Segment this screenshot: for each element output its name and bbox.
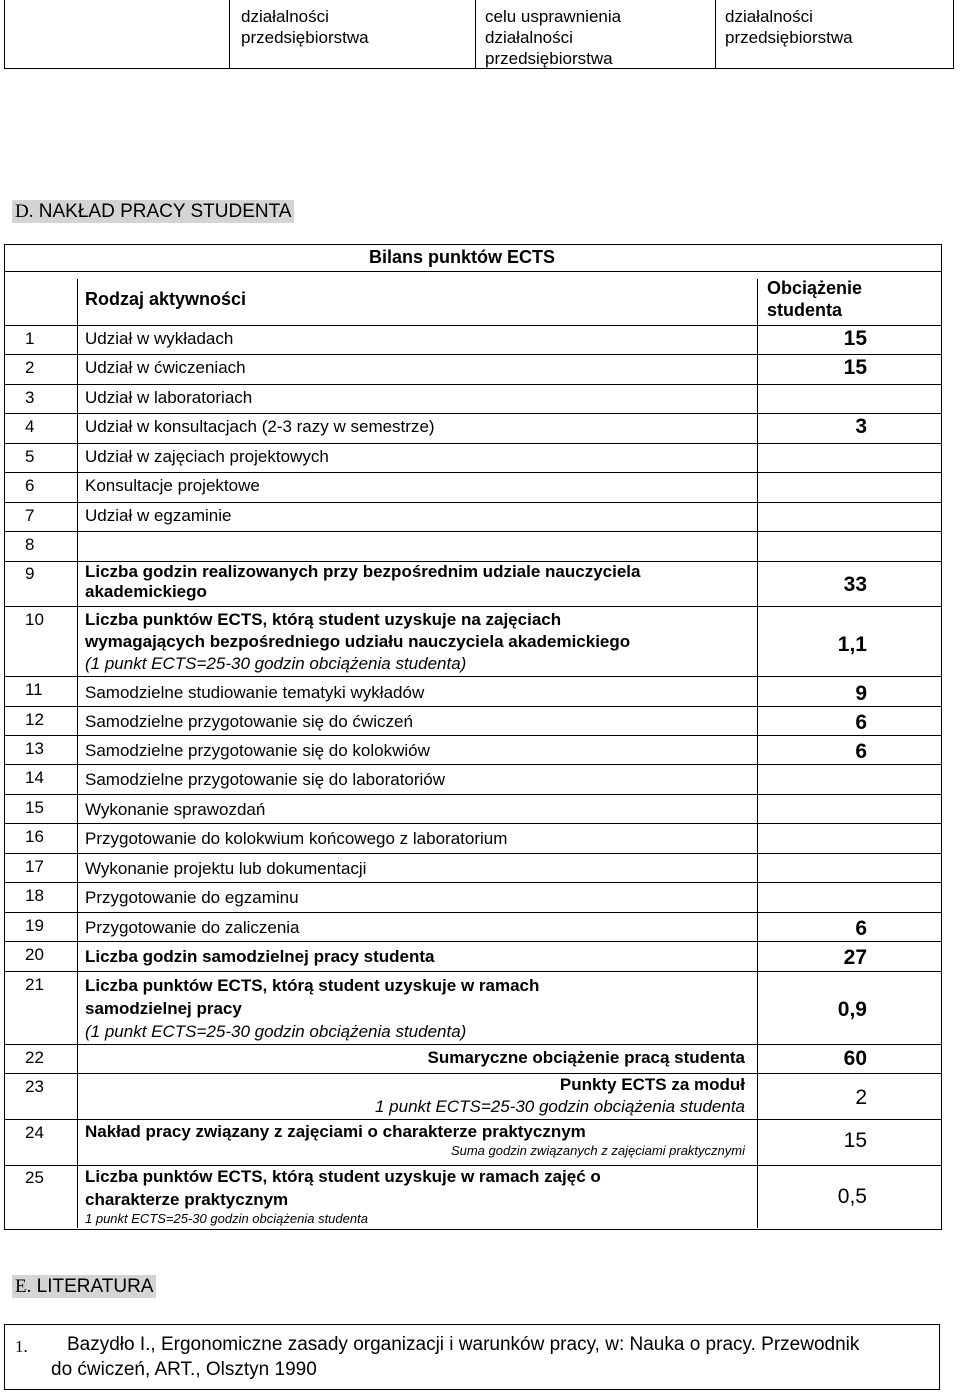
row-label: Udział w laboratoriach — [85, 388, 253, 407]
row-label — [85, 974, 539, 1043]
row-divider — [5, 912, 941, 913]
row-number: 4 — [25, 417, 35, 436]
column-header-load-line2: studenta — [767, 300, 843, 320]
row-label-note: 1 punkt ECTS=25-30 godzin obciążenia studenta — [375, 1097, 745, 1116]
row-divider — [5, 271, 941, 272]
row-label: Udział w wykładach — [85, 329, 234, 348]
row-label-line: Liczba punktów ECTS, którą student uzyskuje w ramach — [85, 976, 540, 995]
column-divider — [229, 0, 230, 68]
row-number: 18 — [25, 886, 44, 905]
row-number: 8 — [25, 535, 35, 554]
row-number: 23 — [25, 1077, 44, 1096]
row-number: 15 — [25, 798, 44, 817]
row-number: 12 — [25, 710, 44, 729]
row-divider — [5, 676, 941, 677]
row-label: Samodzielne przygotowanie się do laboratoriów — [85, 770, 446, 789]
row-number: 3 — [25, 388, 35, 407]
row-divider — [5, 882, 941, 883]
column-header-activity: Rodzaj aktywności — [85, 289, 247, 309]
row-label: Udział w ćwiczeniach — [85, 358, 246, 377]
row-label — [85, 1165, 601, 1211]
row-number: 24 — [25, 1123, 44, 1142]
row-label: Przygotowanie do kolokwium końcowego z laboratorium — [85, 829, 508, 848]
row-divider — [5, 971, 941, 972]
row-divider — [5, 941, 941, 942]
row-divider — [5, 823, 941, 824]
row-label: Nakład pracy związany z zajęciami o charakterze praktycznym — [85, 1122, 586, 1141]
row-number: 2 — [25, 358, 35, 377]
row-divider — [5, 325, 941, 326]
row-divider — [5, 1119, 941, 1120]
literature-item-line1: Bazydło I., Ergonomiczne zasady organizacji i warunków pracy, w: Nauka o pracy. Przewodnik — [67, 1334, 860, 1355]
row-number: 19 — [25, 916, 44, 935]
row-value: 2 — [855, 1086, 867, 1109]
row-label-note: Suma godzin związanych z zajęciami praktycznymi — [450, 1143, 745, 1158]
row-label: Wykonanie sprawozdań — [85, 800, 266, 819]
row-label: Przygotowanie do egzaminu — [85, 888, 299, 907]
row-value: 0,5 — [837, 1185, 867, 1208]
row-label-line: Liczba godzin realizowanych przy bezpośrednim udziale nauczyciela — [85, 562, 641, 581]
section-e-title: LITERATURA — [36, 1276, 154, 1297]
row-value: 6 — [855, 917, 867, 940]
ects-balance-table — [4, 244, 942, 1230]
row-number: 14 — [25, 768, 44, 787]
row-value: 6 — [855, 740, 867, 763]
fragment-cell-2: celu usprawnienia działalności przedsiębiorstwa — [485, 7, 622, 68]
table-caption: Bilans punktów ECTS — [369, 247, 556, 267]
row-divider — [5, 354, 941, 355]
row-label-line: samodzielnej pracy — [85, 999, 242, 1018]
fragment-cell-1: działalności przedsiębiorstwa — [241, 7, 369, 47]
row-number: 11 — [25, 680, 43, 699]
row-divider — [5, 531, 941, 532]
row-number: 13 — [25, 739, 44, 758]
row-number: 16 — [25, 827, 44, 846]
row-value: 0,9 — [837, 998, 867, 1021]
column-header-load-line1: Obciążenie — [767, 278, 863, 298]
row-label — [375, 1074, 745, 1118]
row-number: 25 — [25, 1168, 44, 1187]
row-divider — [5, 1044, 941, 1045]
row-number: 1 — [25, 329, 35, 348]
row-number: 6 — [25, 476, 35, 495]
row-label: Udział w egzaminie — [85, 506, 232, 525]
row-label: Udział w konsultacjach (2-3 razy w semestrze) — [85, 417, 435, 436]
column-header-load — [767, 277, 862, 321]
row-label: Liczba godzin samodzielnej pracy studenta — [85, 947, 435, 966]
row-value: 15 — [843, 356, 867, 379]
row-number: 20 — [25, 945, 44, 964]
literature-item-number: 1. — [15, 1337, 28, 1356]
row-label: Udział w zajęciach projektowych — [85, 447, 329, 466]
row-label-line: Punkty ECTS za moduł — [559, 1075, 745, 1094]
row-divider — [5, 472, 941, 473]
row-value: 3 — [855, 415, 867, 438]
row-label — [85, 609, 630, 675]
row-divider — [5, 706, 941, 707]
section-d-letter: D. — [15, 201, 34, 222]
row-divider — [5, 735, 941, 736]
row-divider — [5, 384, 941, 385]
row-divider — [5, 853, 941, 854]
row-number: 17 — [25, 857, 44, 876]
row-label-line: Liczba punktów ECTS, którą student uzyskuje w ramach zajęć o — [85, 1167, 601, 1186]
fragment-cell-3: działalności przedsiębiorstwa — [725, 7, 853, 47]
row-value: 33 — [843, 573, 867, 596]
row-label-note: 1 punkt ECTS=25-30 godzin obciążenia studenta — [85, 1211, 368, 1226]
row-divider — [5, 606, 941, 607]
row-number: 10 — [25, 610, 44, 629]
row-label: Konsultacje projektowe — [85, 476, 260, 495]
row-divider — [5, 443, 941, 444]
row-value: 6 — [855, 711, 867, 734]
row-label-line: charakterze praktycznym — [85, 1190, 289, 1209]
row-label-line: wymagających bezpośredniego udziału nauczyciela akademickiego — [85, 632, 631, 651]
column-divider — [77, 279, 78, 1228]
row-number: 7 — [25, 506, 35, 525]
row-label: Sumaryczne obciążenie pracą studenta — [427, 1048, 745, 1067]
row-value: 27 — [843, 946, 867, 969]
row-value: 9 — [855, 682, 867, 705]
row-label-note: (1 punkt ECTS=25-30 godzin obciążenia studenta) — [85, 654, 467, 673]
row-label: Przygotowanie do zaliczenia — [85, 918, 300, 937]
row-divider — [5, 413, 941, 414]
row-value: 1,1 — [837, 633, 867, 656]
row-divider — [5, 502, 941, 503]
row-label: Wykonanie projektu lub dokumentacji — [85, 859, 367, 878]
row-number: 22 — [25, 1048, 44, 1067]
column-divider — [757, 279, 758, 1228]
row-label: Samodzielne studiowanie tematyki wykładów — [85, 683, 425, 702]
row-label-note: (1 punkt ECTS=25-30 godzin obciążenia studenta) — [85, 1022, 467, 1041]
literature-list — [4, 1324, 940, 1390]
row-label-line: Liczba punktów ECTS, którą student uzyskuje na zajęciach — [85, 610, 562, 629]
column-divider — [715, 0, 716, 68]
section-d-heading — [12, 200, 294, 223]
previous-table-fragment — [4, 0, 954, 69]
column-divider — [475, 0, 476, 68]
row-number: 5 — [25, 447, 35, 466]
row-number: 21 — [25, 975, 44, 994]
section-e-letter: E. — [15, 1276, 32, 1297]
row-value: 60 — [843, 1047, 867, 1070]
literature-item-line2: do ćwiczeń, ART., Olsztyn 1990 — [51, 1359, 317, 1380]
section-d-title: NAKŁAD PRACY STUDENTA — [38, 201, 292, 222]
row-value: 15 — [843, 327, 867, 350]
row-value: 15 — [843, 1129, 867, 1152]
row-number: 9 — [25, 564, 35, 583]
row-label: Samodzielne przygotowanie się do ćwiczeń — [85, 712, 413, 731]
row-label — [85, 562, 640, 602]
row-label: Samodzielne przygotowanie się do kolokwiów — [85, 741, 430, 760]
row-label-line: akademickiego — [85, 582, 207, 601]
row-divider — [5, 764, 941, 765]
section-e-heading — [12, 1275, 156, 1298]
row-divider — [5, 794, 941, 795]
